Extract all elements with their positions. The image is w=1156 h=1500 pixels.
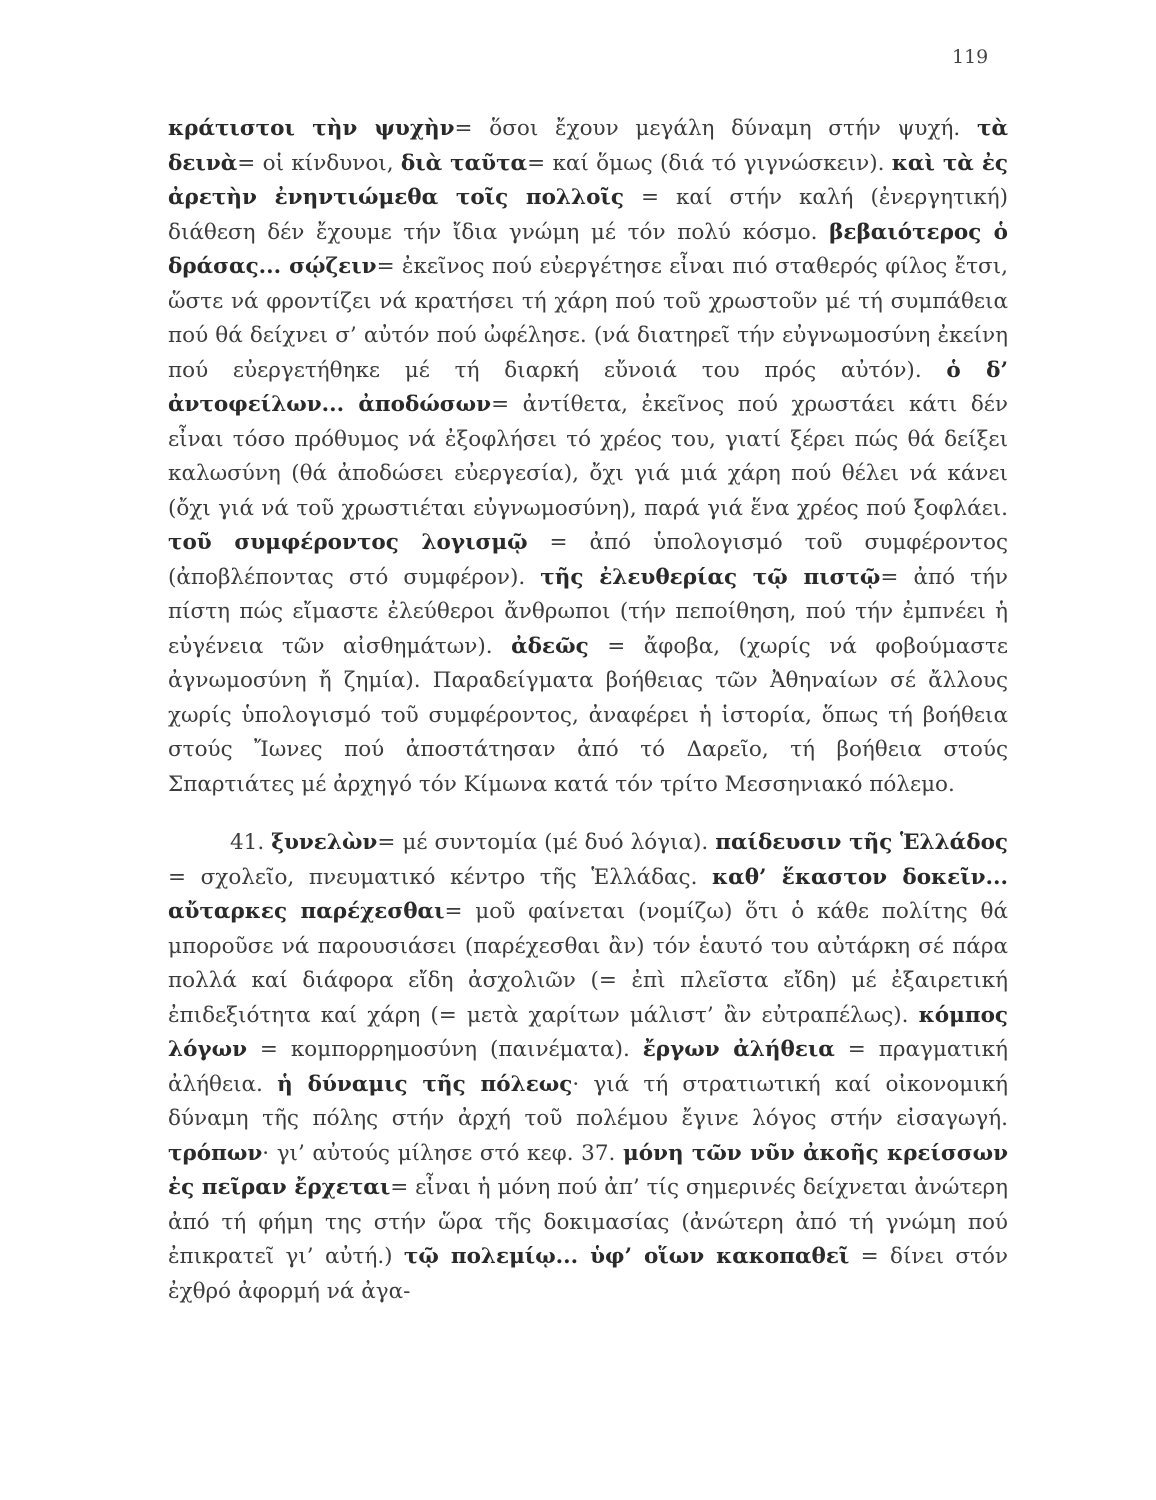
lemma-term: ἡ δύναμις τῆς πόλεως (277, 1071, 573, 1097)
commentary-text: = ἀπό ὑπολογισμό τοῦ συμφέροντος (ἀποβλέποντας στό συμφέρον). (168, 530, 1008, 590)
lemma-term: ὁ δ’ ἀντοφείλων... ἀποδώσων (168, 357, 1008, 417)
lemma-term: διὰ ταῦτα (400, 150, 528, 176)
commentary-text: = κομπορρημοσύνη (παινέματα). (247, 1037, 643, 1062)
paragraph (168, 826, 1008, 1309)
lemma-term: ξυνελὼν (271, 830, 378, 855)
lemma-term: τοῦ συμφέροντος λογισμῷ (168, 530, 528, 555)
lemma-term: καὶ τὰ ἐς ἀρετὴν ἐνηντιώμεθα τοῖς πολλοῖς (168, 150, 1008, 210)
page-body (168, 112, 1008, 1309)
commentary-text: = ἀπό τήν πίστη πώς εἴμαστε ἐλεύθεροι ἄνθρωποι (τήν πεποίθηση, πού τήν ἐμπνέει ἡ εὐγένεια τῶν αἰσθημάτων). (168, 564, 1008, 659)
lemma-term: τῆς ἐλευθερίας τῷ πιστῷ (540, 564, 881, 590)
commentary-text: = εἶναι ἡ μόνη πού ἀπ’ τίς σημερινές δείχνεται ἀνώτερη ἀπό τή φήμη της στήν ὥρα τῆς δοκιμασίας (ἀνώτερη ἀπό τή γνώμη πού ἐπικρατεῖ γι’ αὐτή.) (168, 1175, 1008, 1269)
lemma-term: τὰ δεινὰ (168, 116, 1008, 176)
lemma-term: κράτιστοι τὴν ψυχὴν (168, 116, 455, 141)
paragraph (168, 112, 1008, 802)
commentary-text: = ἀντίθετα, ἐκεῖνος πού χρωστάει κάτι δέν εἶναι τόσο πρόθυμος νά ἐξοφλήσει τό χρέος του, γιατί ξέρει πώς θά δείξει καλωσύνη (θά ἀποδώσει εὐεργεσία), ὄχι γιά μιά χάρη πού θέλει νά κάνει (ὄχι γιά νά τοῦ χρωστιέται εὐγνωμοσύνη), παρά γιά ἕνα χρέος πού ξοφλάει. (168, 392, 1009, 521)
commentary-text: = ἐκεῖνος πού εὐεργέτησε εἶναι πιό σταθερός φίλος ἔτσι, ὥστε νά φροντίζει νά κρατήσει τή χάρη πού τοῦ χρωστοῦν μέ τή συμπάθεια πού θά δείχνει σ’ αὐτόν πού ὠφέλησε. (νά διατηρεῖ τήν εὐγνωμοσύνη ἐκείνη πού εὐεργετήθηκε μέ τή διαρκή εὔνοιά του πρός αὐτόν). (168, 254, 1009, 383)
lemma-term: βεβαιότερος ὁ δράσας... σῴζειν (168, 219, 1008, 279)
lemma-term: τῷ πολεμίῳ... ὑφ’ οἵων κακοπαθεῖ (403, 1244, 850, 1269)
commentary-text: = καί ὅμως (διά τό γιγνώσκειν). (527, 150, 892, 176)
lemma-term: ἔργων ἀλήθεια (642, 1037, 835, 1062)
commentary-text: · γιά τή στρατιωτική καί οἰκονομική δύναμη τῆς πόλης στήν ἀρχή τοῦ πολέμου ἔγινε λόγος στήν εἰσαγωγή. (168, 1071, 1008, 1131)
commentary-text: = καί στήν καλή (ἐνεργητική) διάθεση δέν ἔχουμε τήν ἴδια γνώμη μέ τόν πολύ κόσμο. (168, 185, 1009, 245)
commentary-text: = πραγματική ἀλήθεια. (168, 1037, 1008, 1097)
lemma-term: ἀδεῶς (511, 633, 589, 659)
lemma-term: μόνη τῶν νῦν ἀκοῆς κρείσσων ἐς πεῖραν ἔρχεται (168, 1140, 1008, 1200)
commentary-text: = ὅσοι ἔχουν μεγάλη δύναμη στήν ψυχή. (454, 116, 977, 141)
lemma-term: καθ’ ἕκαστον δοκεῖν... αὔταρκες παρέχεσθαι (168, 864, 1009, 924)
lemma-term: παίδευσιν τῆς Ἑλλάδος (715, 830, 1009, 855)
commentary-text: = οἱ κίνδυνοι, (237, 150, 401, 176)
lemma-term: τρόπων (168, 1140, 263, 1166)
commentary-text: = ἄφοβα, (χωρίς νά φοβούμαστε ἀγνωμοσύνη ἤ ζημία). Παραδείγματα βοήθειας τῶν Ἀθηναίων σέ ἄλλους χωρίς ὑπολογισμό τοῦ συμφέροντος, ἀναφέρει ἡ ἱστορία, ὅπως τή βοήθεια στούς Ἴωνες πού ἀποστάτησαν ἀπό τό Δαρεῖο, τή βοήθεια στούς Σπαρτιάτες μέ ἀρχηγό τόν Κίμωνα κατά τόν τρίτο Μεσσηνιακό πόλεμο. (168, 633, 1008, 797)
commentary-text: 41. (230, 830, 272, 855)
commentary-text: = δίνει στόν ἐχθρό ἀφορμή νά ἀγα- (168, 1244, 1008, 1304)
page-number: 119 (952, 46, 989, 68)
commentary-text: · γι’ αὐτούς μίλησε στό κεφ. 37. (262, 1140, 623, 1166)
lemma-term: κόμπος λόγων (168, 1002, 1008, 1062)
commentary-text: = μοῦ φαίνεται (νομίζω) ὅτι ὁ κάθε πολίτης θά μποροῦσε νά παρουσιάσει (παρέχεσθαι ἂν) τόν ἑαυτό του αὐτάρκη σέ πάρα πολλά καί διάφορα εἴδη ἀσχολιῶν (= ἐπὶ πλεῖστα εἴδη) μέ ἐξαιρετική ἐπιδεξιότητα καί χάρη (= μετὰ χαρίτων μάλιστ’ ἂν εὐτραπέλως). (168, 899, 1008, 1028)
commentary-text: = σχολεῖο, πνευματικό κέντρο τῆς Ἑλλάδας. (168, 864, 713, 890)
commentary-text: = μέ συντομία (μέ δυό λόγια). (377, 830, 716, 855)
